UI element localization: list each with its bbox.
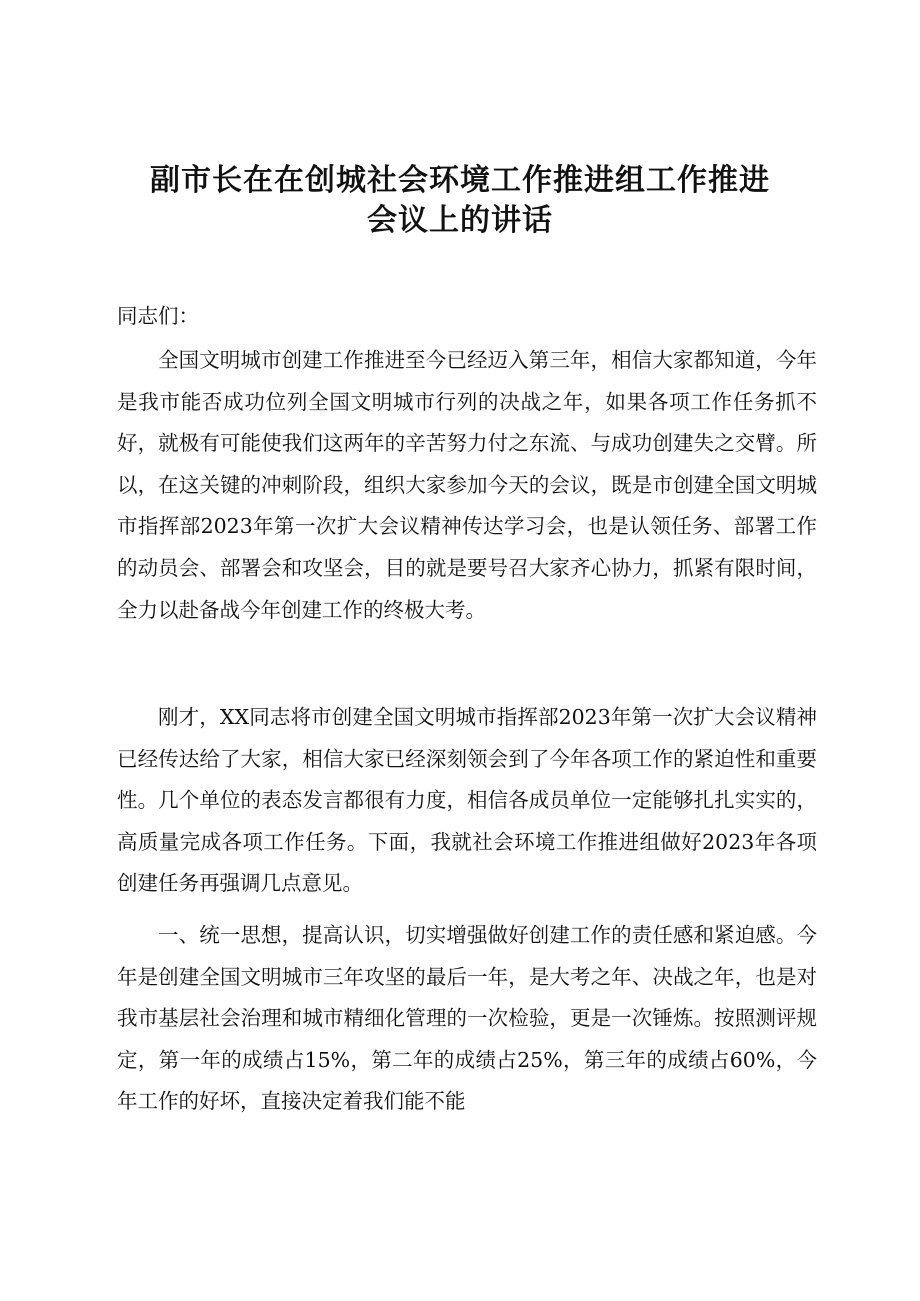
document-title-line-1: 副市长在在创城社会环境工作推进组工作推进 [150, 163, 770, 198]
document-title-line-2: 会议上的讲话 [367, 203, 553, 238]
paragraph-3: 一、统一思想，提高认识，切实增强做好创建工作的责任感和紧迫感。今年是创建全国文明城市三年攻坚的最后一年，是大考之年、决战之年，也是对我市基层社会治理和城市精细化管理的一次检验，更是一次锤炼。按照测评规定，第一年的成绩占15%，第二年的成绩占25%，第三年的成绩占60%，今年工作的好坏，直接决定着我们能不能 [117, 923, 817, 1114]
paragraph-2: 刚才，XX同志将市创建全国文明城市指挥部2023年第一次扩大会议精神已经传达给了大家，相信大家已经深刻领会到了今年各项工作的紧迫性和重要性。几个单位的表态发言都很有力度，相信各成员单位一定能够扎扎实实的，高质量完成各项工作任务。下面，我就社会环境工作推进组做好2023年各项创建任务再强调几点意见。 [117, 705, 817, 896]
salutation: 同志们： [117, 304, 199, 328]
paragraph-1: 全国文明城市创建工作推进至今已经迈入第三年，相信大家都知道，今年是我市能否成功位列全国文明城市行列的决战之年，如果各项工作任务抓不好，就极有可能使我们这两年的辛苦努力付之东流、与成功创建失之交臂。所以，在这关键的冲刺阶段，组织大家参加今天的会议，既是市创建全国文明城市指挥部2023年第一次扩大会议精神传达学习会，也是认领任务、部署工作的动员会、部署会和攻坚会，目的就是要号召大家齐心协力，抓紧有限时间，全力以赴备战今年创建工作的终极大考。 [117, 348, 817, 622]
